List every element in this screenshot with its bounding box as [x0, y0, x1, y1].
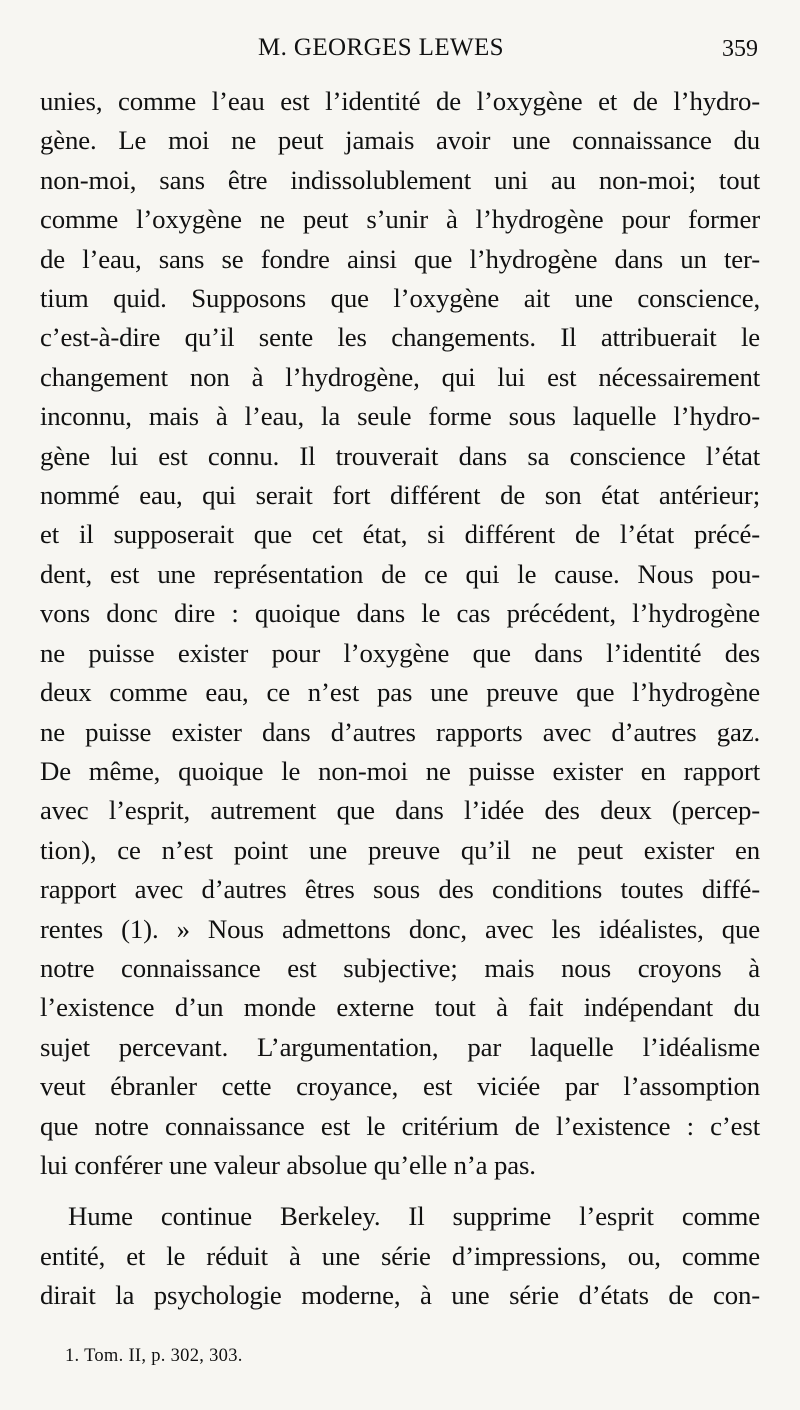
text-line: unies, comme l’eau est l’identité de l’oxygène et de l’hydro- [40, 86, 760, 116]
text-line: De même, quoique le non-moi ne puisse exister en rapport [40, 755, 760, 786]
paragraph-gap [40, 1185, 760, 1197]
text-line: dirait la psychologie moderne, à une série d’états de con- [40, 1280, 760, 1311]
text-line: tium quid. Supposons que l’oxygène ait une conscience, [40, 283, 760, 314]
text-line: avec l’esprit, autrement que dans l’idée des deux (percep- [40, 795, 760, 826]
text-line: changement non à l’hydrogène, qui lui est nécessairement [40, 361, 760, 392]
text-line: ne puisse exister dans d’autres rapports avec d’autres gaz. [40, 716, 760, 747]
text-line: l’existence d’un monde externe tout à fait indépendant du [40, 992, 760, 1023]
text-line: c’est-à-dire qu’il sente les changements. Il attribuerait le [40, 322, 760, 353]
page-number: 359 [722, 36, 758, 62]
footnote: 1. Tom. II, p. 302, 303. [65, 1346, 243, 1366]
text-line: gène lui est connu. Il trouverait dans sa conscience l’état [40, 440, 760, 471]
paragraph-1 [40, 82, 760, 1185]
text-line: entité, et le réduit à une série d’impressions, ou, comme [40, 1240, 760, 1271]
text-line: inconnu, mais à l’eau, la seule forme sous laquelle l’hydro- [40, 401, 760, 432]
text-line: sujet percevant. L’argumentation, par laquelle l’idéalisme [40, 1031, 760, 1062]
text-line: veut ébranler cette croyance, est viciée par l’assomption [40, 1071, 760, 1102]
running-title: M. GEORGES LEWES [258, 34, 504, 61]
text-line: dent, est une représentation de ce qui le cause. Nous pou- [40, 558, 760, 589]
text-line: que notre connaissance est le critérium de l’existence : c’est [40, 1110, 760, 1141]
text-line: Hume continue Berkeley. Il supprime l’esprit comme [68, 1201, 760, 1232]
text-line: rapport avec d’autres êtres sous des conditions toutes diffé- [40, 874, 760, 905]
page-header [0, 34, 800, 74]
text-line: et il supposerait que cet état, si différent de l’état précé- [40, 519, 760, 550]
text-line: vons donc dire : quoique dans le cas précédent, l’hydrogène [40, 598, 760, 629]
text-line: gène. Le moi ne peut jamais avoir une connaissance du [40, 125, 760, 156]
text-line: ne puisse exister pour l’oxygène que dans l’identité des [40, 637, 760, 668]
text-line: de l’eau, sans se fondre ainsi que l’hydrogène dans un ter- [40, 243, 760, 274]
text-line: lui conférer une valeur absolue qu’elle n’a pas. [40, 1149, 536, 1180]
text-line: notre connaissance est subjective; mais nous croyons à [40, 952, 760, 983]
text-line: non-moi, sans être indissolublement uni au non-moi; tout [40, 164, 760, 195]
body-text [40, 82, 760, 1316]
text-line: tion), ce n’est point une preuve qu’il ne peut exister en [40, 834, 760, 865]
text-line: nommé eau, qui serait fort différent de son état antérieur; [40, 480, 760, 511]
paragraph-2 [40, 1197, 760, 1315]
text-line: rentes (1). » Nous admettons donc, avec les idéalistes, que [40, 913, 760, 944]
text-line: deux comme eau, ce n’est pas une preuve que l’hydrogène [40, 677, 760, 708]
text-line: comme l’oxygène ne peut s’unir à l’hydrogène pour former [40, 204, 760, 235]
